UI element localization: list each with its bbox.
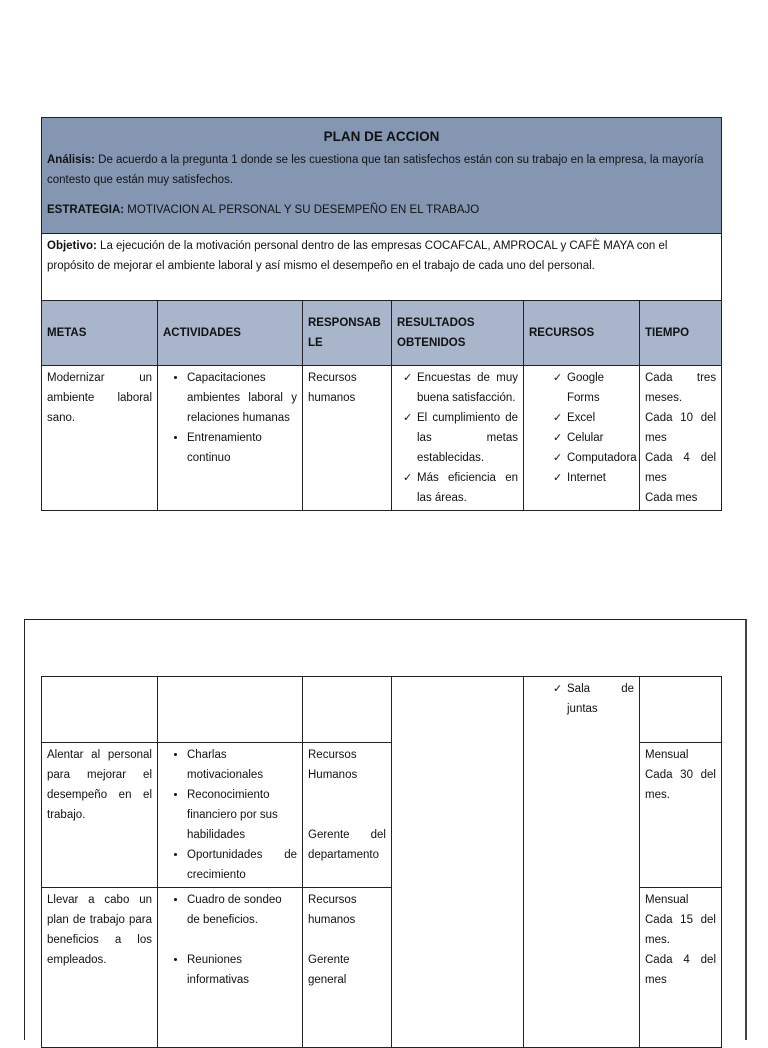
estrategia-text: MOTIVACION AL PERSONAL Y SU DESEMPEÑO EN EL TRABAJO — [127, 204, 480, 216]
list-item: ✓ El cumplimiento de las metas establecidas. — [417, 408, 518, 468]
tiempo-line: Cada 10 del mes — [645, 412, 717, 444]
actividades-cell — [158, 743, 303, 888]
plan-header-cell — [42, 118, 722, 234]
estrategia-label: ESTRATEGIA: — [47, 204, 125, 216]
col-header-responsable-line2: LE — [308, 337, 323, 349]
col-header-actividades: ACTIVIDADES — [158, 301, 303, 366]
list-item: • Capacitaciones ambientes laboral y relaciones humanas — [187, 368, 297, 428]
analisis-paragraph — [47, 150, 716, 190]
responsable-line: Gerente del departamento — [308, 829, 386, 861]
tiempo-line: Mensual — [645, 749, 689, 761]
tiempo-cell — [640, 743, 722, 888]
list-item: • Entrenamiento continuo — [187, 428, 297, 468]
plan-title: PLAN DE ACCION — [323, 129, 440, 144]
list-item: ✓ Sala de juntas — [567, 679, 634, 719]
responsable-line: Recursos humanos — [308, 894, 357, 926]
col-header-recursos: RECURSOS — [524, 301, 640, 366]
recursos-empty-cell — [524, 743, 640, 1048]
table-row — [42, 366, 722, 511]
list-item: • Oportunidades de crecimiento — [187, 845, 297, 885]
col-header-responsable — [303, 301, 392, 366]
list-item: ✓ Más eficiencia en las áreas. — [417, 468, 518, 508]
meta-cell: Llevar a cabo un plan de trabajo para beneficios a los empleados. — [42, 888, 158, 1048]
resultados-empty-cell — [392, 677, 524, 1048]
tiempo-line: Cada mes — [645, 492, 698, 504]
list-item: ✓ Computadora — [567, 448, 634, 468]
objetivo-cell — [42, 234, 722, 301]
responsable-line: Recursos Humanos — [308, 749, 358, 781]
list-item: ✓ Encuestas de muy buena satisfacción. — [417, 368, 518, 408]
table-row — [42, 743, 722, 888]
analisis-text: De acuerdo a la pregunta 1 donde se les cuestiona que tan satisfechos están con su trabajo en la empresa, la mayoría contesto que están muy satisfechos. — [47, 154, 704, 186]
col-header-resultados-line1: RESULTADOS — [397, 317, 475, 329]
recursos-cell — [524, 366, 640, 511]
objetivo-text: La ejecución de la motivación personal dentro de las empresas COCAFCAL, AMPROCAL y CAFÈ MAYA con el propósito de mejorar el ambiente laboral y así mismo el desempeño en el trabajo de cada uno del personal. — [47, 240, 668, 272]
list-item: • Reuniones informativas — [187, 950, 297, 990]
meta-cell: Modernizar un ambiente laboral sano. — [42, 366, 158, 511]
list-item: ✓ Google Forms — [567, 368, 634, 408]
empty-cell — [42, 677, 158, 743]
resultados-cell — [392, 366, 524, 511]
col-header-tiempo: TIEMPO — [640, 301, 722, 366]
tiempo-line: Cada 15 del mes. — [645, 914, 716, 946]
list-item: ✓ Internet — [567, 468, 634, 488]
responsable-cell: Recursos humanos — [303, 366, 392, 511]
analisis-label: Análisis: — [47, 154, 95, 166]
tiempo-line: Cada 30 del mes. — [645, 769, 716, 801]
objetivo-label: Objetivo: — [47, 240, 97, 252]
responsable-line: Gerente general — [308, 954, 350, 986]
tiempo-line: Cada tres meses. — [645, 372, 717, 404]
responsable-cell — [303, 743, 392, 888]
col-header-responsable-line1: RESPONSAB — [308, 317, 381, 329]
meta-cell: Alentar al personal para mejorar el desempeño en el trabajo. — [42, 743, 158, 888]
col-header-resultados-line2: OBTENIDOS — [397, 337, 466, 349]
empty-cell — [640, 677, 722, 743]
tiempo-line: Cada 4 del mes — [645, 452, 717, 484]
actividades-cell — [158, 366, 303, 511]
tiempo-line: Cada 4 del mes — [645, 954, 716, 986]
action-plan-table — [41, 117, 722, 511]
empty-cell — [158, 677, 303, 743]
tiempo-line: Mensual — [645, 894, 689, 906]
list-item: ✓ Excel — [567, 408, 634, 428]
tiempo-cell — [640, 366, 722, 511]
estrategia-paragraph — [47, 200, 716, 220]
col-header-metas: METAS — [42, 301, 158, 366]
list-item: ✓ Celular — [567, 428, 634, 448]
list-item: • Reconocimiento financiero por sus habilidades — [187, 785, 297, 845]
recursos-cell — [524, 677, 640, 743]
list-item: • Charlas motivacionales — [187, 745, 297, 785]
list-item: • Cuadro de sondeo de beneficios. — [187, 890, 297, 930]
action-plan-table-continued — [41, 676, 722, 1048]
empty-cell — [303, 677, 392, 743]
col-header-resultados — [392, 301, 524, 366]
